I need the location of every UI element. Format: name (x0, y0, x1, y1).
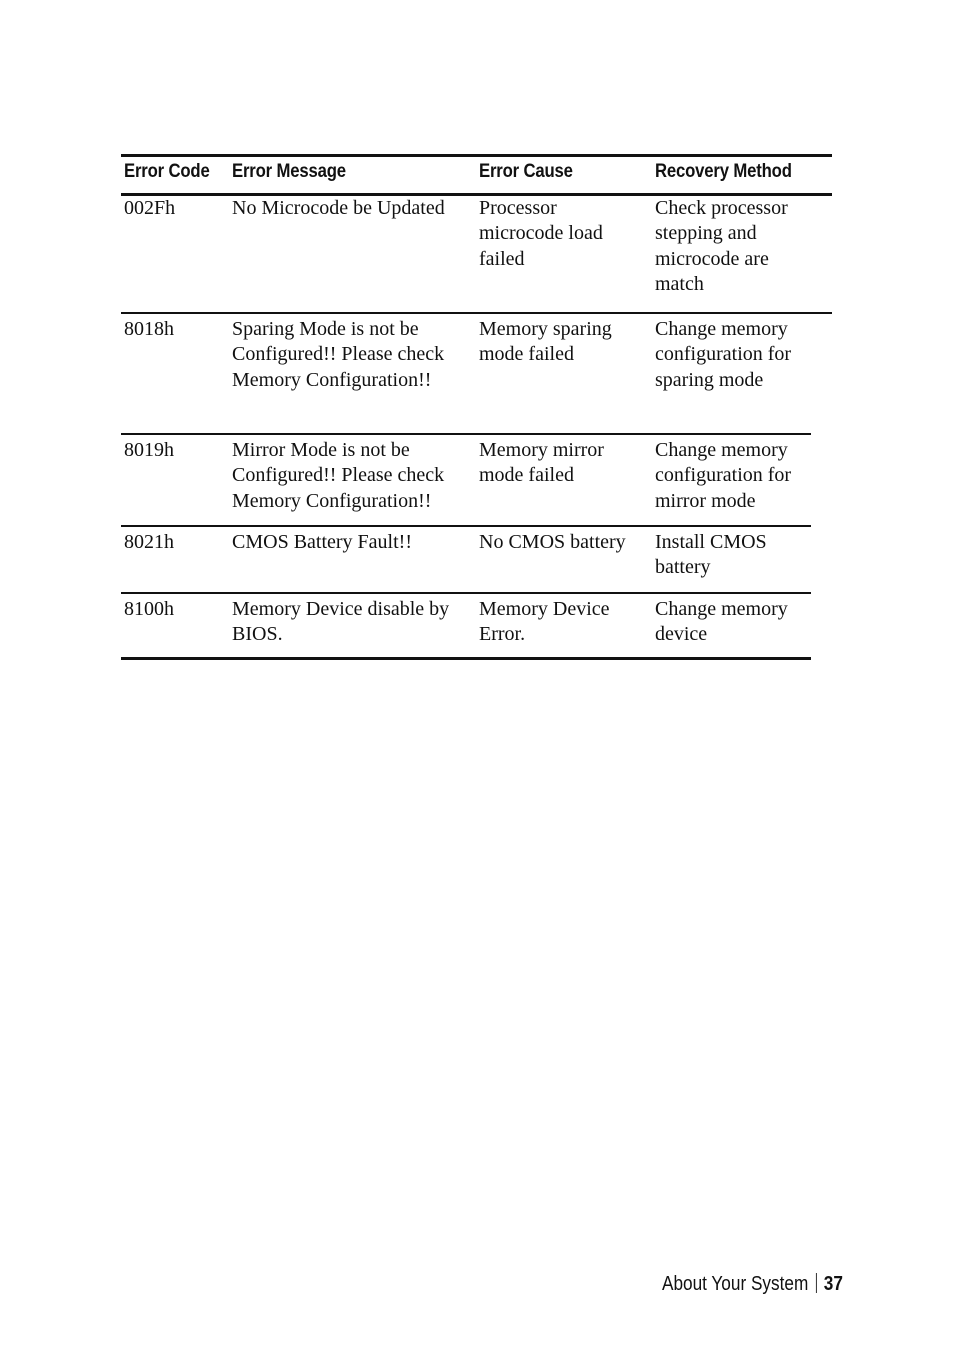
error-cause-cell: No CMOS battery (479, 531, 626, 553)
error-message-cell: No Microcode be Updated (232, 197, 445, 219)
footer-divider (816, 1273, 817, 1293)
error-message-cell: CMOS Battery Fault!! (232, 531, 412, 553)
error-message-cell: Memory Device disable by BIOS. (232, 598, 450, 646)
error-message-cell: Sparing Mode is not be Configured!! Please check Memory Configuration!! (232, 318, 445, 391)
error-code-table (121, 154, 832, 660)
recovery-method-cell: Check processor stepping and microcode are match (655, 197, 788, 295)
header-error-code: Error Code (124, 161, 210, 182)
error-code-cell: 8018h (124, 318, 174, 340)
table-row (121, 594, 811, 660)
table-row (121, 196, 832, 314)
table-row (121, 527, 811, 594)
error-code-cell: 002Fh (124, 197, 176, 219)
error-code-cell: 8019h (124, 439, 174, 461)
error-cause-cell: Processor microcode load failed (479, 197, 603, 270)
error-code-cell: 8021h (124, 531, 174, 553)
error-message-cell: Mirror Mode is not be Configured!! Please check Memory Configuration!! (232, 439, 445, 512)
table-header-row (121, 154, 832, 196)
table-row (121, 314, 811, 435)
recovery-method-cell: Install CMOS battery (655, 531, 767, 579)
recovery-method-cell: Change memory device (655, 598, 788, 646)
error-cause-cell: Memory Device Error. (479, 598, 610, 646)
error-cause-cell: Memory mirror mode failed (479, 439, 604, 487)
footer-section-title: About Your System (662, 1273, 809, 1295)
error-cause-cell: Memory sparing mode failed (479, 318, 612, 366)
page-footer (662, 1271, 843, 1297)
header-error-cause: Error Cause (479, 161, 573, 182)
recovery-method-cell: Change memory configuration for sparing mode (655, 318, 792, 391)
page-number: 37 (823, 1273, 843, 1295)
error-code-cell: 8100h (124, 598, 174, 620)
table-row (121, 435, 811, 527)
header-recovery-method: Recovery Method (655, 161, 792, 182)
header-error-message: Error Message (232, 161, 346, 182)
recovery-method-cell: Change memory configuration for mirror mode (655, 439, 792, 512)
